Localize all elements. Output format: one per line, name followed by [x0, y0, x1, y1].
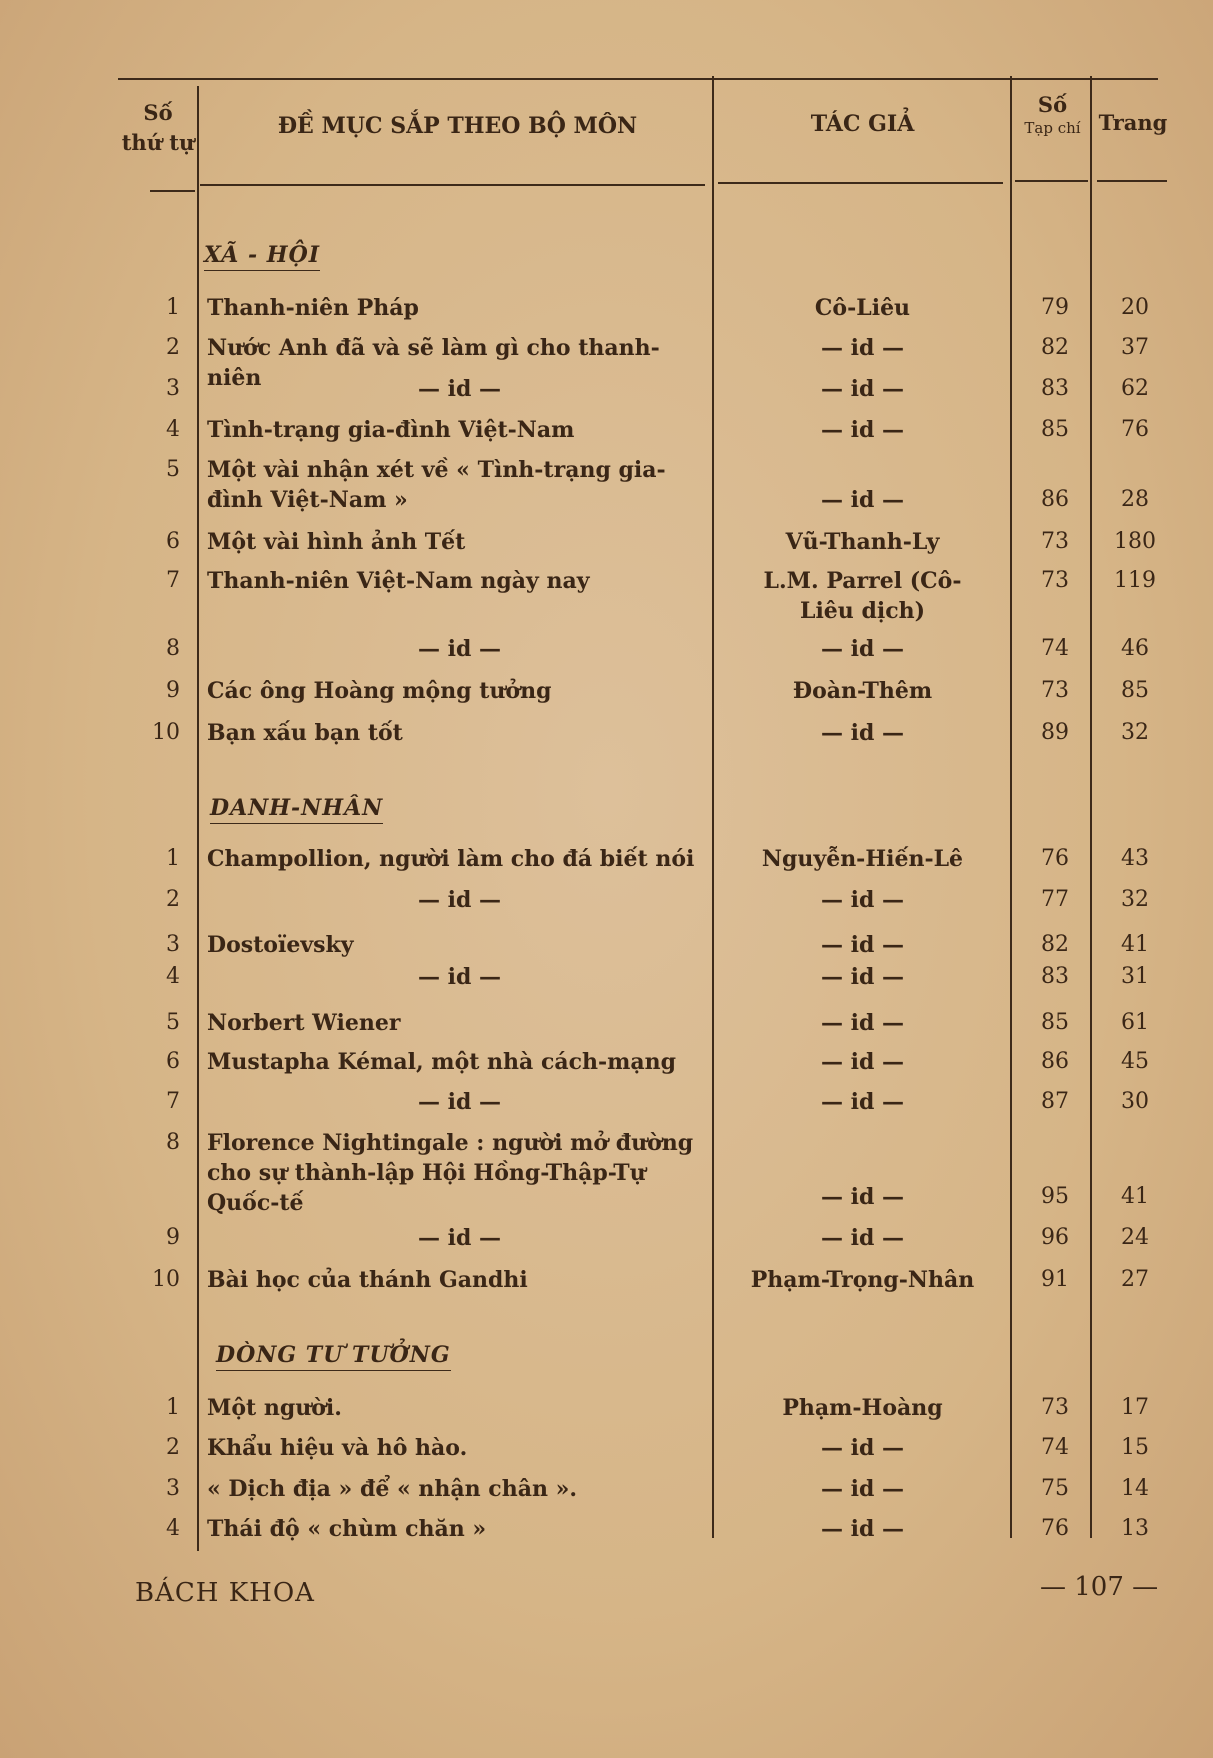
row-title: — id —: [417, 964, 502, 990]
row-number: 1: [166, 1395, 180, 1420]
header-page: Trang: [1098, 110, 1168, 135]
row-number: 5: [166, 457, 180, 482]
row-title: Một người.: [207, 1395, 342, 1421]
row-number: 10: [152, 1267, 180, 1292]
row-number: 10: [152, 720, 180, 745]
row-page: 13: [1121, 1516, 1149, 1541]
row-title: Thái độ « chùm chăn »: [207, 1516, 487, 1542]
row-number: 3: [166, 376, 180, 401]
row-page: 62: [1121, 376, 1149, 401]
row-author: Nguyễn-Hiến-Lê: [761, 846, 964, 872]
header-no-top: Số: [143, 100, 173, 125]
row-number: 4: [166, 964, 180, 989]
header-rule-author: [718, 182, 1003, 184]
row-issue: 73: [1041, 678, 1069, 703]
row-issue: 82: [1041, 335, 1069, 360]
row-issue: 74: [1041, 636, 1069, 661]
header-author: TÁC GIẢ: [810, 111, 915, 137]
section-heading-danh-nhan: DANH-NHÂN: [210, 795, 383, 824]
row-number: 4: [166, 1516, 180, 1541]
row-page: 24: [1121, 1225, 1149, 1250]
row-number: 9: [166, 678, 180, 703]
row-issue: 79: [1041, 295, 1069, 320]
row-author: — id —: [820, 932, 905, 958]
row-number: 8: [166, 636, 180, 661]
row-title: Dostoïevsky: [207, 932, 354, 958]
row-title: Thanh-niên Việt-Nam ngày nay: [207, 568, 590, 594]
row-issue: 76: [1041, 846, 1069, 871]
row-issue: 89: [1041, 720, 1069, 745]
row-title: Tình-trạng gia-đình Việt-Nam: [207, 417, 575, 443]
header-issue: [1010, 92, 1095, 137]
row-number: 4: [166, 417, 180, 442]
row-issue: 85: [1041, 417, 1069, 442]
row-number: 6: [166, 529, 180, 554]
row-page: 32: [1121, 720, 1149, 745]
row-title: Norbert Wiener: [207, 1010, 401, 1036]
page-number: — 107 —: [1040, 1572, 1159, 1602]
row-number: 2: [166, 1435, 180, 1460]
row-title: Champollion, người làm cho đá biết nói: [207, 846, 695, 872]
header-rule-issue: [1015, 180, 1088, 182]
row-author: Vũ-Thanh-Ly: [785, 529, 940, 555]
row-issue: 75: [1041, 1476, 1069, 1501]
row-page: 43: [1121, 846, 1149, 871]
row-page: 85: [1121, 678, 1149, 703]
row-number: 1: [166, 295, 180, 320]
row-author: — id —: [820, 720, 905, 746]
header-rule-no: [150, 190, 195, 192]
row-page: 61: [1121, 1010, 1149, 1035]
row-issue: 85: [1041, 1010, 1069, 1035]
row-author: Cô-Liêu: [814, 295, 911, 321]
row-title: Florence Nightingale : người mở đường cho sự thành-lập Hội Hồng-Thập-Tự Quốc-tế: [207, 1130, 694, 1216]
row-number: 8: [166, 1130, 180, 1155]
row-page: 14: [1121, 1476, 1149, 1501]
row-author: Đoàn-Thêm: [792, 678, 933, 704]
row-page: 30: [1121, 1089, 1149, 1114]
row-title: Bài học của thánh Gandhi: [207, 1267, 528, 1293]
row-issue: 86: [1041, 1049, 1069, 1074]
row-title: — id —: [417, 376, 502, 402]
row-issue: 77: [1041, 887, 1069, 912]
row-author: — id —: [820, 964, 905, 990]
header-rule-title: [200, 184, 705, 186]
row-issue: 76: [1041, 1516, 1069, 1541]
row-title: Thanh-niên Pháp: [207, 295, 419, 321]
row-page: 180: [1114, 529, 1156, 554]
row-number: 3: [166, 932, 180, 957]
row-author: — id —: [820, 335, 905, 361]
row-issue: 83: [1041, 964, 1069, 989]
row-title: Khẩu hiệu và hô hào.: [207, 1435, 468, 1461]
row-number: 2: [166, 887, 180, 912]
row-title: — id —: [417, 1225, 502, 1251]
row-issue: 74: [1041, 1435, 1069, 1460]
row-title: Bạn xấu bạn tốt: [207, 720, 403, 746]
section-heading-xa-hoi: XÃ - HỘI: [204, 242, 320, 271]
row-author: — id —: [820, 1516, 905, 1542]
row-page: 15: [1121, 1435, 1149, 1460]
row-author: — id —: [820, 887, 905, 913]
header-issue-top: Số: [1037, 92, 1068, 117]
row-author: — id —: [820, 1184, 905, 1210]
row-title: « Dịch địa » để « nhận chân ».: [207, 1476, 578, 1502]
magazine-name: BÁCH KHOA: [135, 1578, 315, 1608]
header-title: ĐỀ MỤC SẮP THEO BỘ MÔN: [277, 113, 638, 139]
row-number: 3: [166, 1476, 180, 1501]
row-title: Mustapha Kémal, một nhà cách-mạng: [207, 1049, 677, 1075]
row-author: Phạm-Hoàng: [782, 1395, 943, 1421]
row-author: — id —: [820, 417, 905, 443]
row-author: — id —: [820, 1435, 905, 1461]
row-issue: 87: [1041, 1089, 1069, 1114]
row-author: Phạm-Trọng-Nhân: [750, 1267, 975, 1293]
row-author: — id —: [820, 487, 905, 513]
row-title: — id —: [417, 887, 502, 913]
row-title: — id —: [417, 636, 502, 662]
row-page: 31: [1121, 964, 1149, 989]
top-rule: [118, 78, 1158, 80]
row-title: — id —: [417, 1089, 502, 1115]
header-rule-page: [1097, 180, 1167, 182]
row-issue: 95: [1041, 1184, 1069, 1209]
row-issue: 96: [1041, 1225, 1069, 1250]
header-no: [118, 98, 198, 158]
row-issue: 73: [1041, 568, 1069, 593]
row-page: 27: [1121, 1267, 1149, 1292]
row-title: Nước Anh đã và sẽ làm gì cho thanh-niên: [207, 335, 660, 391]
row-number: 1: [166, 846, 180, 871]
row-author: — id —: [820, 1049, 905, 1075]
row-page: 32: [1121, 887, 1149, 912]
header-no-bottom: thứ tự: [121, 130, 195, 155]
row-page: 28: [1121, 487, 1149, 512]
row-author: L.M. Parrel (Cô-Liêu dịch): [763, 568, 962, 624]
row-issue: 73: [1041, 529, 1069, 554]
row-issue: 86: [1041, 487, 1069, 512]
row-number: 5: [166, 1010, 180, 1035]
row-page: 46: [1121, 636, 1149, 661]
row-page: 17: [1121, 1395, 1149, 1420]
section-heading-dong-tu-tuong: DÒNG TƯ TƯỞNG: [216, 1342, 451, 1371]
header-issue-bottom: Tạp chí: [1024, 119, 1081, 137]
row-number: 7: [166, 568, 180, 593]
row-title: Các ông Hoàng mộng tưởng: [207, 678, 552, 704]
row-title: Một vài nhận xét về « Tình-trạng gia-đình Việt-Nam »: [207, 457, 666, 513]
row-number: 6: [166, 1049, 180, 1074]
row-page: 76: [1121, 417, 1149, 442]
row-author: — id —: [820, 636, 905, 662]
row-issue: 91: [1041, 1267, 1069, 1292]
row-page: 45: [1121, 1049, 1149, 1074]
row-page: 119: [1114, 568, 1156, 593]
row-author: — id —: [820, 1476, 905, 1502]
row-issue: 73: [1041, 1395, 1069, 1420]
row-page: 37: [1121, 335, 1149, 360]
row-number: 7: [166, 1089, 180, 1114]
row-page: 20: [1121, 295, 1149, 320]
row-author: — id —: [820, 1010, 905, 1036]
row-author: — id —: [820, 1089, 905, 1115]
row-title: Một vài hình ảnh Tết: [207, 529, 466, 555]
row-page: 41: [1121, 1184, 1149, 1209]
row-page: 41: [1121, 932, 1149, 957]
row-issue: 82: [1041, 932, 1069, 957]
row-number: 9: [166, 1225, 180, 1250]
row-author: — id —: [820, 1225, 905, 1251]
row-issue: 83: [1041, 376, 1069, 401]
column-divider-1: [197, 86, 199, 1551]
column-divider-2: [712, 76, 714, 1538]
row-author: — id —: [820, 376, 905, 402]
row-number: 2: [166, 335, 180, 360]
